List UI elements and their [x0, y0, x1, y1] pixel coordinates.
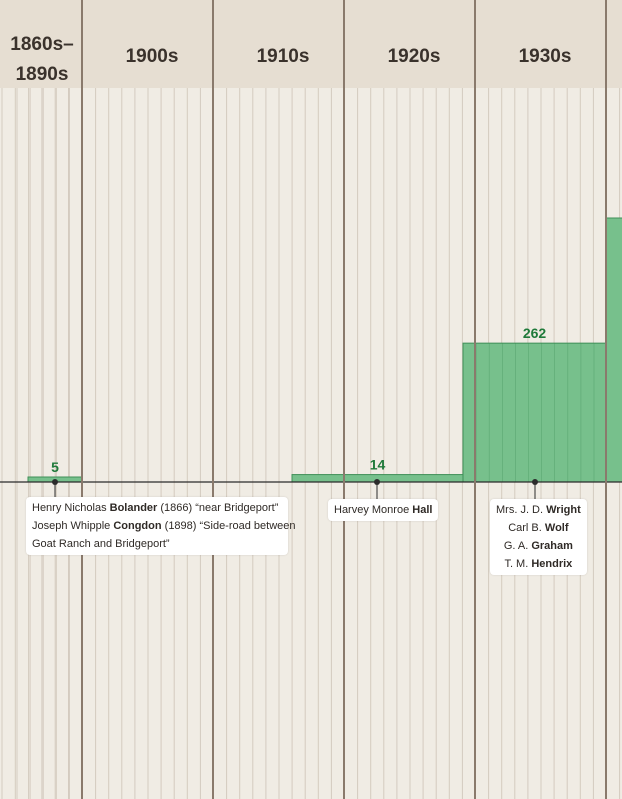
header-1860s-1890s-line2: 1890s: [15, 64, 69, 85]
header-1930s: 1930s: [518, 46, 572, 67]
header-1910s: 1910s: [256, 46, 310, 67]
value-label-0: 5: [51, 459, 59, 475]
header-1860s-1890s-line1: 1860s–: [10, 34, 74, 55]
callout-line: T. M. Hendrix: [504, 558, 573, 570]
bar-1940s-partial: [606, 218, 622, 482]
marker-dot: [52, 479, 58, 485]
value-label-4: 262: [522, 325, 547, 342]
marker-dot: [374, 479, 380, 485]
callout-line: Harvey Monroe Hall: [334, 504, 433, 516]
callout-line: Mrs. J. D. Wright: [496, 504, 581, 516]
callout-line: G. A. Graham: [503, 540, 573, 552]
header-1900s: 1900s: [125, 46, 179, 67]
callout-line: Carl B. Wolf: [508, 522, 569, 534]
callout-line: Henry Nicholas Bolander (1866) “near Bridgeport”: [32, 502, 279, 514]
callout-early-collectors: [26, 497, 296, 555]
header-band: [0, 0, 622, 88]
value-label-2: 14: [369, 456, 386, 473]
callout-line: Joseph Whipple Congdon (1898) “Side-road between: [32, 520, 296, 532]
callout-line: Goat Ranch and Bridgeport”: [32, 538, 170, 550]
callout-1920s-collectors: [328, 499, 438, 521]
bar-4: [463, 343, 606, 482]
callout-1930s-collectors: [490, 499, 587, 575]
header-1920s: 1920s: [387, 46, 441, 67]
marker-dot: [532, 479, 538, 485]
